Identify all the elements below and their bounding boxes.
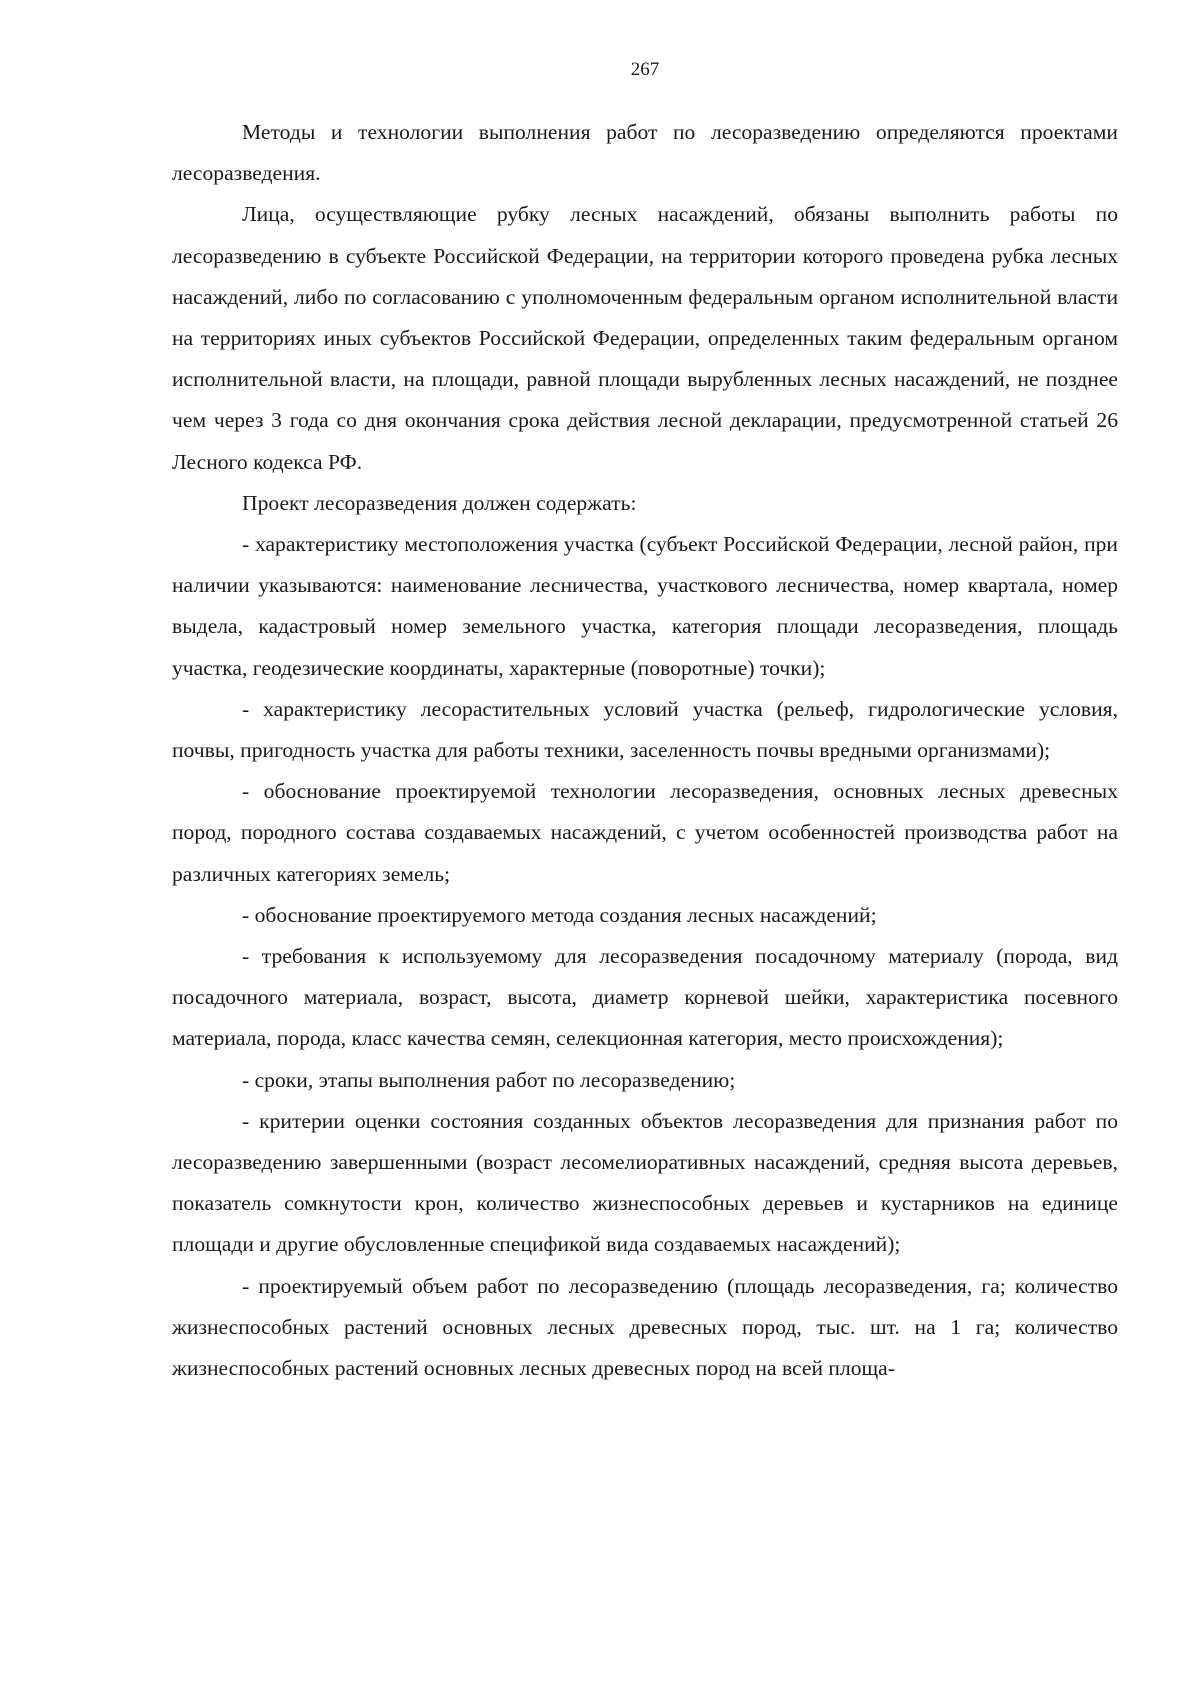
list-item-planting-material: - требования к используемому для лесоразведения посадочному материалу (порода, вид посадочного материала, возраст, высота, диаметр корневой шейки, характеристика посевного материала, порода, класс качества семян, селекционная категория, место происхождения); <box>172 944 1118 1051</box>
list-item-assessment-criteria: - критерии оценки состояния созданных объектов лесоразведения для признания работ по лесоразведению завершенными (возраст лесомелиоративных насаждений, средняя высота деревьев, показатель сомкнутости крон, количество жизнеспособных деревьев и кустарников на единице площади и другие обусловленные спецификой вида создаваемых насаждений); <box>172 1108 1118 1257</box>
list-item-schedule: - сроки, этапы выполнения работ по лесоразведению; <box>242 1067 736 1092</box>
paragraph-methods: Методы и технологии выполнения работ по лесоразведению определяются проектами лесоразведения. <box>172 120 1118 186</box>
document-body <box>172 112 1118 1389</box>
list-item-work-volume: - проектируемый объем работ по лесоразведению (площадь лесоразведения, га; количество жизнеспособных растений основных лесных древесных пород, тыс. шт. на 1 га; количество жизнеспособных растений основных лесных древесных пород на всей площа- <box>172 1273 1118 1381</box>
list-item-technology-rationale: - обоснование проектируемой технологии лесоразведения, основных лесных древесных пород, породного состава создаваемых насаждений, с учетом особенностей производства работ на различных категориях земель; <box>172 779 1118 886</box>
paragraph-obligations: Лица, осуществляющие рубку лесных насаждений, обязаны выполнить работы по лесоразведению в субъекте Российской Федерации, на территории которого проведена рубка лесных насаждений, либо по согласованию с уполномоченным федеральным органом исполнительной власти на территориях иных субъектов Российской Федерации, определенных таким федеральным органом исполнительной власти, на площади, равной площади вырубленных лесных насаждений, не позднее чем через 3 года со дня окончания срока действия лесной декларации, предусмотренной статьей 26 Лесного кодекса РФ. <box>172 202 1118 474</box>
list-item-location: - характеристику местоположения участка (субъект Российской Федерации, лесной район, при наличии указываются: наименование лесничества, участкового лесничества, номер квартала, номер выдела, кадастровый номер земельного участка, категория площади лесоразведения, площадь участка, геодезические координаты, характерные (поворотные) точки); <box>172 532 1118 680</box>
list-item-growing-conditions: - характеристику лесорастительных условий участка (рельеф, гидрологические условия, почвы, пригодность участка для работы техники, заселенность почвы вредными организмами); <box>172 696 1118 763</box>
page-number: 267 <box>630 59 660 80</box>
paragraph-project-contents-intro: Проект лесоразведения должен содержать: <box>242 490 637 515</box>
list-item-method-rationale: - обоснование проектируемого метода создания лесных насаждений; <box>242 902 877 927</box>
